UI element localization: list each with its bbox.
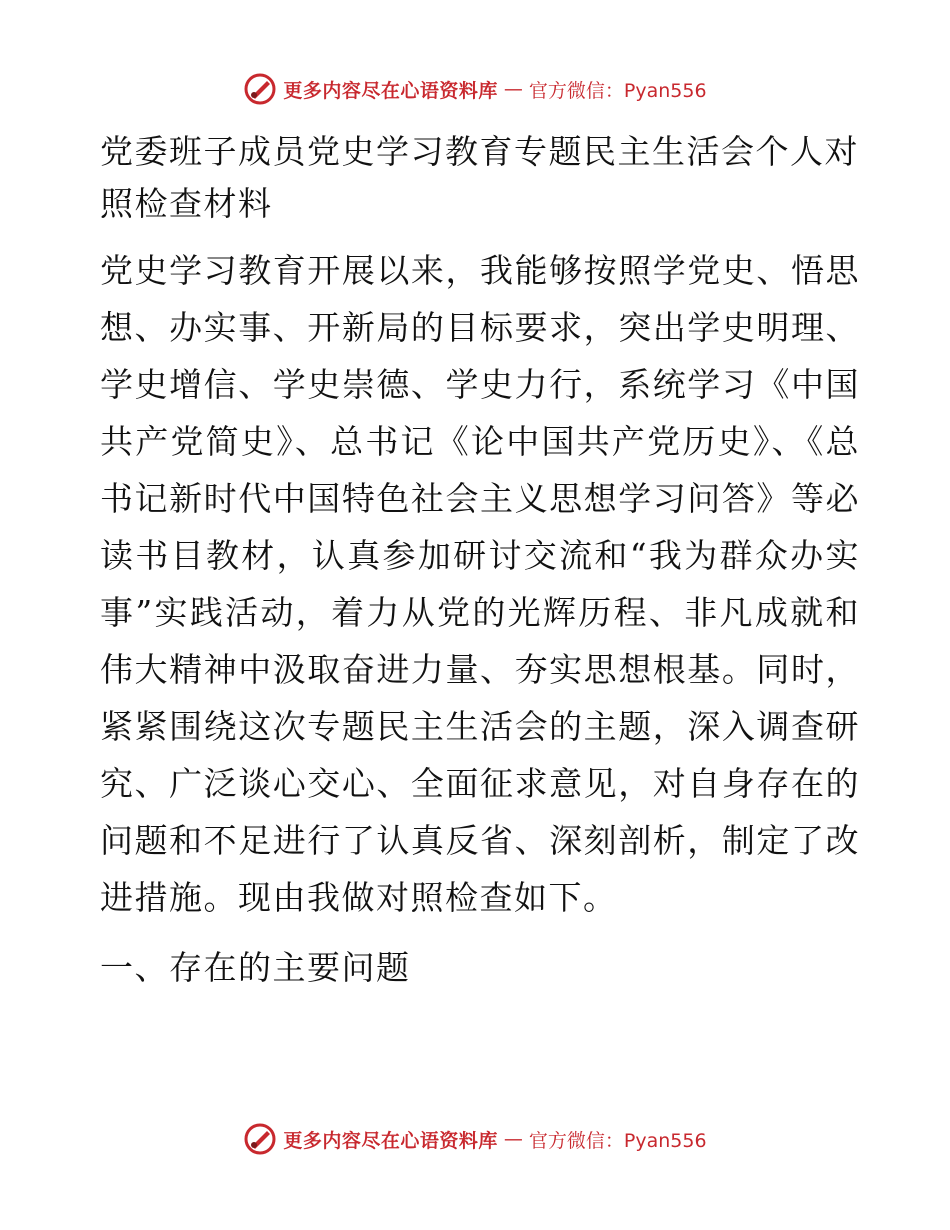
watermark-wechat-text: 官方微信：Pyan556 [528,79,707,102]
section-heading: 一、存在的主要问题 [100,948,411,987]
watermark-separator: — [503,78,523,100]
footer-watermark [0,1122,950,1156]
document-title: 党委班子成员党史学习教育专题民主生活会个人对照检查材料 [100,132,859,223]
header-watermark [0,72,950,106]
logo-icon [243,72,277,106]
watermark-site-text: 更多内容尽在心语资料库 [283,79,498,102]
watermark-site-text: 更多内容尽在心语资料库 [283,1129,498,1152]
watermark-wechat-text: 官方微信：Pyan556 [528,1129,707,1152]
document-body [100,126,860,994]
logo-icon [243,1122,277,1156]
intro-paragraph: 党史学习教育开展以来，我能够按照学党史、悟思想、办实事、开新局的目标要求，突出学史明理、学史增信、学史崇德、学史力行，系统学习《中国共产党简史》、总书记《论中国共产党历史》、《总书记新时代中国特色社会主义思想学习问答》等必读书目教材，认真参加研讨交流和“我为群众办实事”实践活动，着力从党的光辉历程、非凡成就和伟大精神中汲取奋进力量、夯实思想根基。同时，紧紧围绕这次专题民主生活会的主题，深入调查研究、广泛谈心交心、全面征求意见，对自身存在的问题和不足进行了认真反省、深刻剖析，制定了改进措施。现由我做对照检查如下。 [100,251,860,917]
watermark-separator: — [503,1128,523,1150]
